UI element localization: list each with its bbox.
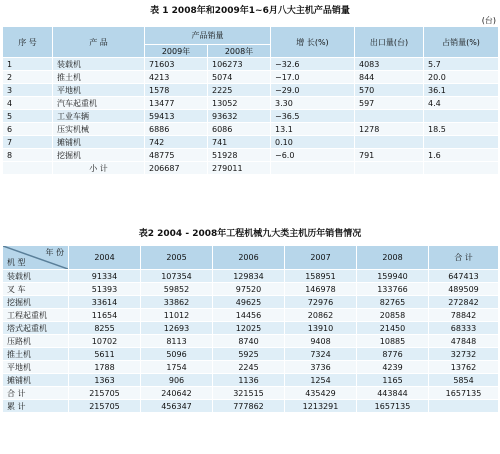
year-value-cell: 159940 (357, 270, 429, 283)
table-row (3, 136, 499, 149)
year-value-cell: 5925 (213, 348, 285, 361)
product-cell: 装载机 (53, 58, 145, 71)
sales-2009-cell: 71603 (145, 58, 208, 71)
export-cell: 597 (355, 97, 424, 110)
sales-2009-cell: 6886 (145, 123, 208, 136)
model-cell: 压路机 (3, 335, 69, 348)
table-row (3, 58, 499, 71)
share-cell (424, 162, 499, 175)
sales-2008-cell: 51928 (208, 149, 271, 162)
table-row (3, 149, 499, 162)
row-total-cell: 32732 (429, 348, 499, 361)
sales-2008-cell: 106273 (208, 58, 271, 71)
seq-cell: 5 (3, 110, 53, 123)
sales-2008-cell: 13052 (208, 97, 271, 110)
year-value-cell: 1165 (357, 374, 429, 387)
sales-2009-cell: 48775 (145, 149, 208, 162)
year-value-cell: 777862 (213, 400, 285, 413)
header-year: 2005 (141, 246, 213, 270)
product-cell: 压实机械 (53, 123, 145, 136)
total-label: 小 计 (53, 162, 145, 175)
header-year: 2007 (285, 246, 357, 270)
export-cell: 570 (355, 84, 424, 97)
row-total-cell: 5854 (429, 374, 499, 387)
table-row (3, 97, 499, 110)
export-cell: 844 (355, 71, 424, 84)
growth-cell: −29.0 (271, 84, 355, 97)
growth-cell: 0.10 (271, 136, 355, 149)
year-value-cell: 49625 (213, 296, 285, 309)
row-total-cell: 647413 (429, 270, 499, 283)
row-total-cell: 78842 (429, 309, 499, 322)
header-product: 产 品 (53, 27, 145, 58)
sales-2009-cell: 4213 (145, 71, 208, 84)
share-cell: 1.6 (424, 149, 499, 162)
sales-2009-cell: 1578 (145, 84, 208, 97)
table1 (2, 26, 499, 175)
year-value-cell: 215705 (69, 400, 141, 413)
year-value-cell: 72976 (285, 296, 357, 309)
model-cell: 推土机 (3, 348, 69, 361)
year-value-cell: 240642 (141, 387, 213, 400)
table-row (3, 374, 499, 387)
sales-2008-cell: 279011 (208, 162, 271, 175)
year-value-cell: 33614 (69, 296, 141, 309)
row-total-cell: 272842 (429, 296, 499, 309)
model-cell: 装载机 (3, 270, 69, 283)
share-cell: 18.5 (424, 123, 499, 136)
table-row (3, 400, 499, 413)
year-value-cell: 1213291 (285, 400, 357, 413)
table2-title: 表2 2004 - 2008年工程机械九大类主机历年销售情况 (138, 229, 362, 239)
seq-cell: 8 (3, 149, 53, 162)
header-year: 2004 (69, 246, 141, 270)
sales-2008-cell: 6086 (208, 123, 271, 136)
table-row (3, 348, 499, 361)
year-value-cell: 11654 (69, 309, 141, 322)
export-cell: 791 (355, 149, 424, 162)
year-value-cell: 8255 (69, 322, 141, 335)
table2 (2, 245, 499, 413)
table-row (3, 283, 499, 296)
sales-2009-cell: 206687 (145, 162, 208, 175)
model-cell: 累 计 (3, 400, 69, 413)
year-value-cell: 97520 (213, 283, 285, 296)
share-cell: 4.4 (424, 97, 499, 110)
year-value-cell: 82765 (357, 296, 429, 309)
growth-cell: −36.5 (271, 110, 355, 123)
model-cell: 叉 车 (3, 283, 69, 296)
seq-cell: 6 (3, 123, 53, 136)
growth-cell (271, 162, 355, 175)
year-value-cell: 1657135 (357, 400, 429, 413)
model-cell: 挖掘机 (3, 296, 69, 309)
row-total-cell: 1657135 (429, 387, 499, 400)
year-value-cell: 9408 (285, 335, 357, 348)
model-cell: 摊铺机 (3, 374, 69, 387)
seq-cell: 7 (3, 136, 53, 149)
corner-model: 机 型 (7, 258, 26, 267)
year-value-cell: 1136 (213, 374, 285, 387)
growth-cell: −32.6 (271, 58, 355, 71)
growth-cell: −17.0 (271, 71, 355, 84)
product-cell: 推土机 (53, 71, 145, 84)
sales-2008-cell: 2225 (208, 84, 271, 97)
year-value-cell: 1754 (141, 361, 213, 374)
share-cell (424, 110, 499, 123)
year-value-cell: 435429 (285, 387, 357, 400)
product-cell: 平地机 (53, 84, 145, 97)
year-value-cell: 11012 (141, 309, 213, 322)
year-value-cell: 8740 (213, 335, 285, 348)
table-row (3, 322, 499, 335)
total-row (3, 162, 499, 175)
export-cell: 4083 (355, 58, 424, 71)
header-seq: 序 号 (3, 27, 53, 58)
year-value-cell: 5096 (141, 348, 213, 361)
header-growth: 增 长(%) (271, 27, 355, 58)
table-row (3, 387, 499, 400)
year-value-cell: 133766 (357, 283, 429, 296)
sales-2008-cell: 93632 (208, 110, 271, 123)
share-cell (424, 136, 499, 149)
product-cell: 汽车起重机 (53, 97, 145, 110)
year-value-cell: 443844 (357, 387, 429, 400)
year-value-cell: 129834 (213, 270, 285, 283)
year-value-cell: 215705 (69, 387, 141, 400)
seq-cell: 2 (3, 71, 53, 84)
product-cell: 工业车辆 (53, 110, 145, 123)
row-total-cell (429, 400, 499, 413)
year-value-cell: 20858 (357, 309, 429, 322)
table1-title: 表 1 2008年和2009年1~6月八大主机产品销量 (150, 6, 350, 16)
year-value-cell: 8113 (141, 335, 213, 348)
table-row (3, 296, 499, 309)
seq-cell: 1 (3, 58, 53, 71)
year-value-cell: 59852 (141, 283, 213, 296)
year-value-cell: 7324 (285, 348, 357, 361)
year-value-cell: 906 (141, 374, 213, 387)
seq-cell (3, 162, 53, 175)
year-value-cell: 12025 (213, 322, 285, 335)
header-year: 2008 (357, 246, 429, 270)
year-value-cell: 4239 (357, 361, 429, 374)
header-export: 出口量(台) (355, 27, 424, 58)
product-cell: 摊铺机 (53, 136, 145, 149)
share-cell: 20.0 (424, 71, 499, 84)
model-cell: 塔式起重机 (3, 322, 69, 335)
sales-2008-cell: 741 (208, 136, 271, 149)
header-2009: 2009年 (145, 45, 208, 58)
year-value-cell: 1363 (69, 374, 141, 387)
model-cell: 平地机 (3, 361, 69, 374)
year-value-cell: 107354 (141, 270, 213, 283)
year-value-cell: 456347 (141, 400, 213, 413)
row-total-cell: 47848 (429, 335, 499, 348)
table-row (3, 84, 499, 97)
table-row (3, 110, 499, 123)
header-sales: 产品销量 (145, 27, 271, 45)
header-2008: 2008年 (208, 45, 271, 58)
year-value-cell: 10885 (357, 335, 429, 348)
table-row (3, 71, 499, 84)
export-cell (355, 136, 424, 149)
year-value-cell: 1254 (285, 374, 357, 387)
growth-cell: −6.0 (271, 149, 355, 162)
year-value-cell: 158951 (285, 270, 357, 283)
year-value-cell: 321515 (213, 387, 285, 400)
sales-2009-cell: 59413 (145, 110, 208, 123)
table1-unit: (台) (481, 16, 496, 25)
year-value-cell: 12693 (141, 322, 213, 335)
table-row (3, 270, 499, 283)
header-total: 合 计 (429, 246, 499, 270)
export-cell (355, 162, 424, 175)
table-row (3, 123, 499, 136)
table-row (3, 309, 499, 322)
year-value-cell: 8776 (357, 348, 429, 361)
model-cell: 合 计 (3, 387, 69, 400)
year-value-cell: 91334 (69, 270, 141, 283)
row-total-cell: 68333 (429, 322, 499, 335)
sales-2009-cell: 742 (145, 136, 208, 149)
growth-cell: 13.1 (271, 123, 355, 136)
year-value-cell: 1788 (69, 361, 141, 374)
year-value-cell: 51393 (69, 283, 141, 296)
year-value-cell: 21450 (357, 322, 429, 335)
year-value-cell: 2245 (213, 361, 285, 374)
seq-cell: 4 (3, 97, 53, 110)
header-year: 2006 (213, 246, 285, 270)
share-cell: 5.7 (424, 58, 499, 71)
sales-2009-cell: 13477 (145, 97, 208, 110)
table-row (3, 335, 499, 348)
table-row (3, 361, 499, 374)
header-share: 占销量(%) (424, 27, 499, 58)
share-cell: 36.1 (424, 84, 499, 97)
year-value-cell: 14456 (213, 309, 285, 322)
year-value-cell: 5611 (69, 348, 141, 361)
year-value-cell: 20862 (285, 309, 357, 322)
year-value-cell: 10702 (69, 335, 141, 348)
year-value-cell: 33862 (141, 296, 213, 309)
export-cell: 1278 (355, 123, 424, 136)
row-total-cell: 13762 (429, 361, 499, 374)
seq-cell: 3 (3, 84, 53, 97)
year-value-cell: 3736 (285, 361, 357, 374)
model-cell: 工程起重机 (3, 309, 69, 322)
product-cell: 挖掘机 (53, 149, 145, 162)
row-total-cell: 489509 (429, 283, 499, 296)
growth-cell: 3.30 (271, 97, 355, 110)
export-cell (355, 110, 424, 123)
year-value-cell: 146978 (285, 283, 357, 296)
corner-year: 年 份 (45, 248, 64, 257)
year-value-cell: 13910 (285, 322, 357, 335)
corner-header (3, 246, 69, 270)
sales-2008-cell: 5074 (208, 71, 271, 84)
